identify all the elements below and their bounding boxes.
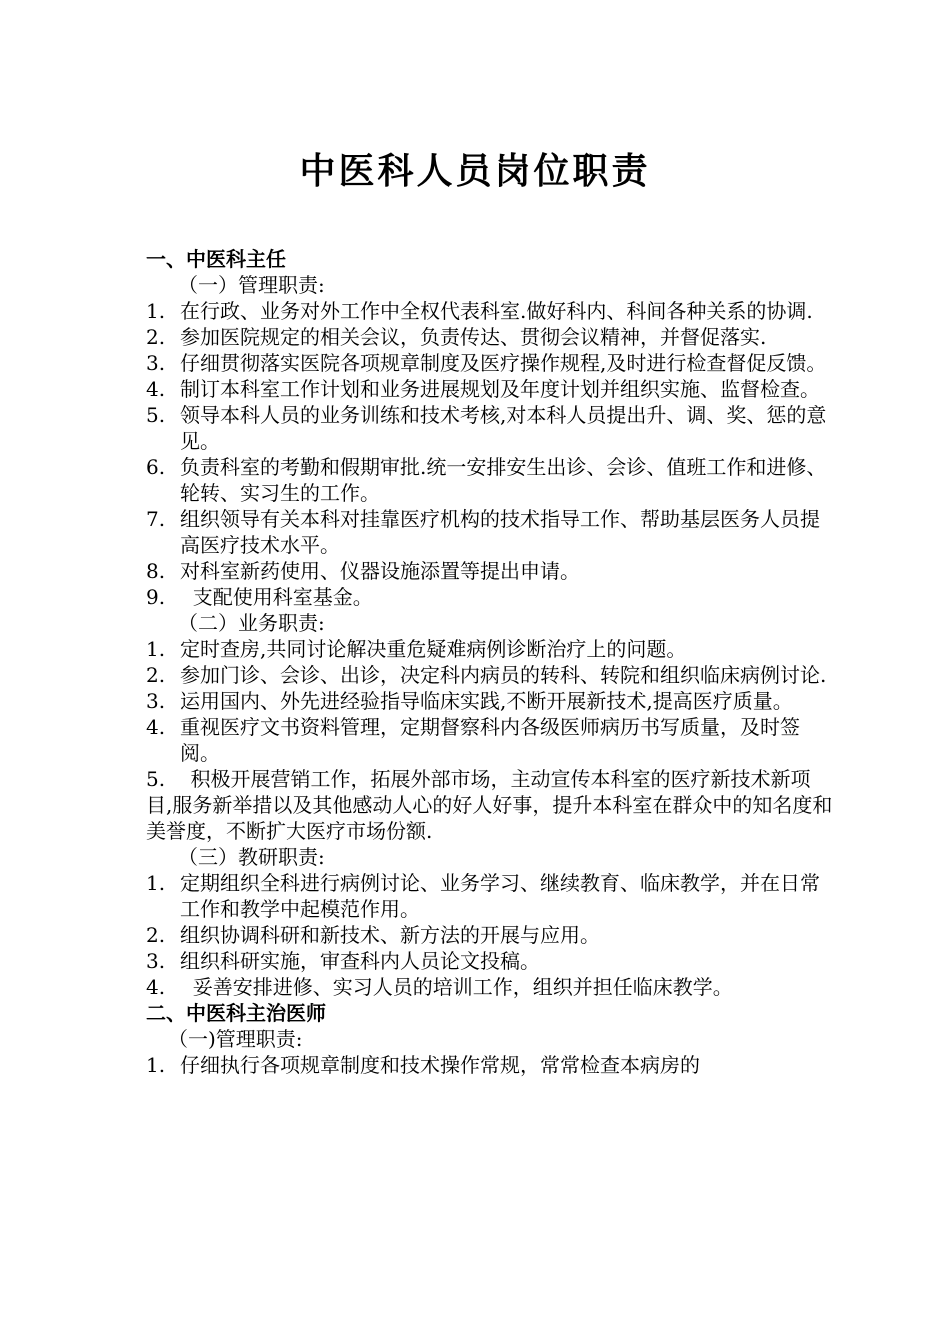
list-item	[146, 350, 836, 376]
marketing-paragraph: 5. 积极开展营销工作，拓展外部市场，主动宣传本科室的医疗新技术新项目,服务新举措以及其他感动人心的好人好事，提升本科室在群众中的知名度和美誉度，不断扩大医疗市场份额.	[146, 767, 833, 843]
item-number: 3.	[146, 949, 166, 973]
item-text: 参加门诊、会诊、出诊，决定科内病员的转科、转院和组织临床病例讨论.	[180, 663, 827, 687]
item-number: 7.	[146, 507, 166, 531]
item-number: 6.	[146, 455, 166, 479]
item-number: 8.	[146, 559, 166, 583]
document-title: 中医科人员岗位职责	[299, 150, 651, 192]
item-number: 5.	[146, 403, 166, 427]
list-item	[146, 922, 836, 948]
item-number: 1.	[146, 1053, 166, 1077]
item-text: 在行政、业务对外工作中全权代表科室.做好科内、科间各种关系的协调.	[180, 299, 813, 323]
item-text: 对科室新药使用、仪器设施添置等提出申请。	[180, 559, 580, 583]
item-number: 2.	[146, 663, 166, 687]
item-text: 仔细贯彻落实医院各项规章制度及医疗操作规程,及时进行检查督促反馈。	[180, 351, 827, 375]
list-item	[146, 636, 836, 662]
group-heading-business: （二）业务职责:	[178, 611, 325, 635]
list-item	[146, 506, 836, 558]
item-text: 组织协调科研和新技术、新方法的开展与应用。	[180, 923, 600, 947]
business-duties-list	[146, 636, 836, 766]
list-item	[146, 974, 836, 1000]
list-item	[146, 584, 836, 610]
list-item	[146, 1052, 836, 1078]
item-number: 4.	[146, 715, 166, 739]
section-heading-director: 一、中医科主任	[146, 247, 286, 271]
document-body	[146, 246, 836, 1078]
item-text: 组织领导有关本科对挂靠医疗机构的技术指导工作、帮助基层医务人员提高医疗技术水平。	[180, 507, 820, 557]
item-text: 运用国内、外先进经验指导临床实践,不断开展新技术,提高医疗质量。	[180, 689, 793, 713]
group-heading-management: （一）管理职责:	[178, 273, 325, 297]
item-text: 组织科研实施，审查科内人员论文投稿。	[180, 949, 540, 973]
item-number: 3.	[146, 351, 166, 375]
item-number: 4.	[146, 975, 166, 999]
item-number: 3.	[146, 689, 166, 713]
item-text: 定期组织全科进行病例讨论、业务学习、继续教育、临床教学，并在日常工作和教学中起模范作用。	[180, 871, 820, 921]
item-text: 仔细执行各项规章制度和技术操作常规，常常检查本病房的	[180, 1053, 700, 1077]
item-number: 1.	[146, 871, 166, 895]
list-item	[146, 948, 836, 974]
management-duties-list	[146, 298, 836, 610]
list-item	[146, 376, 836, 402]
item-number: 9.	[146, 585, 166, 609]
group-heading-teaching: （三）教研职责:	[178, 845, 325, 869]
item-text: 领导本科人员的业务训练和技术考核,对本科人员提出升、调、奖、惩的意见。	[180, 403, 827, 453]
group-heading-attending-management: （一)管理职责:	[168, 1027, 303, 1051]
item-text: 参加医院规定的相关会议，负责传达、贯彻会议精神，并督促落实.	[180, 325, 767, 349]
list-item	[146, 662, 836, 688]
teaching-duties-list	[146, 870, 836, 1000]
list-item	[146, 558, 836, 584]
item-text: 妥善安排进修、实习人员的培训工作，组织并担任临床教学。	[180, 975, 733, 999]
item-number: 2.	[146, 923, 166, 947]
list-item	[146, 870, 836, 922]
list-item	[146, 298, 836, 324]
item-number: 2.	[146, 325, 166, 349]
attending-management-list	[146, 1052, 836, 1078]
item-text: 定时查房,共同讨论解决重危疑难病例诊断治疗上的问题。	[180, 637, 687, 661]
list-item	[146, 688, 836, 714]
item-text: 负责科室的考勤和假期审批.统一安排安生出诊、会诊、值班工作和进修、轮转、实习生的工作。	[180, 455, 827, 505]
list-item	[146, 714, 836, 766]
item-text: 制订本科室工作计划和业务进展规划及年度计划并组织实施、监督检查。	[180, 377, 820, 401]
item-number: 1.	[146, 637, 166, 661]
list-item	[146, 454, 836, 506]
section-heading-attending: 二、中医科主治医师	[146, 1001, 326, 1025]
list-item	[146, 402, 836, 454]
item-text: 支配使用科室基金。	[180, 585, 373, 609]
item-text: 重视医疗文书资料管理，定期督察科内各级医师病历书写质量，及时签阅。	[180, 715, 800, 765]
list-item	[146, 324, 836, 350]
item-number: 1.	[146, 299, 166, 323]
item-number: 4.	[146, 377, 166, 401]
